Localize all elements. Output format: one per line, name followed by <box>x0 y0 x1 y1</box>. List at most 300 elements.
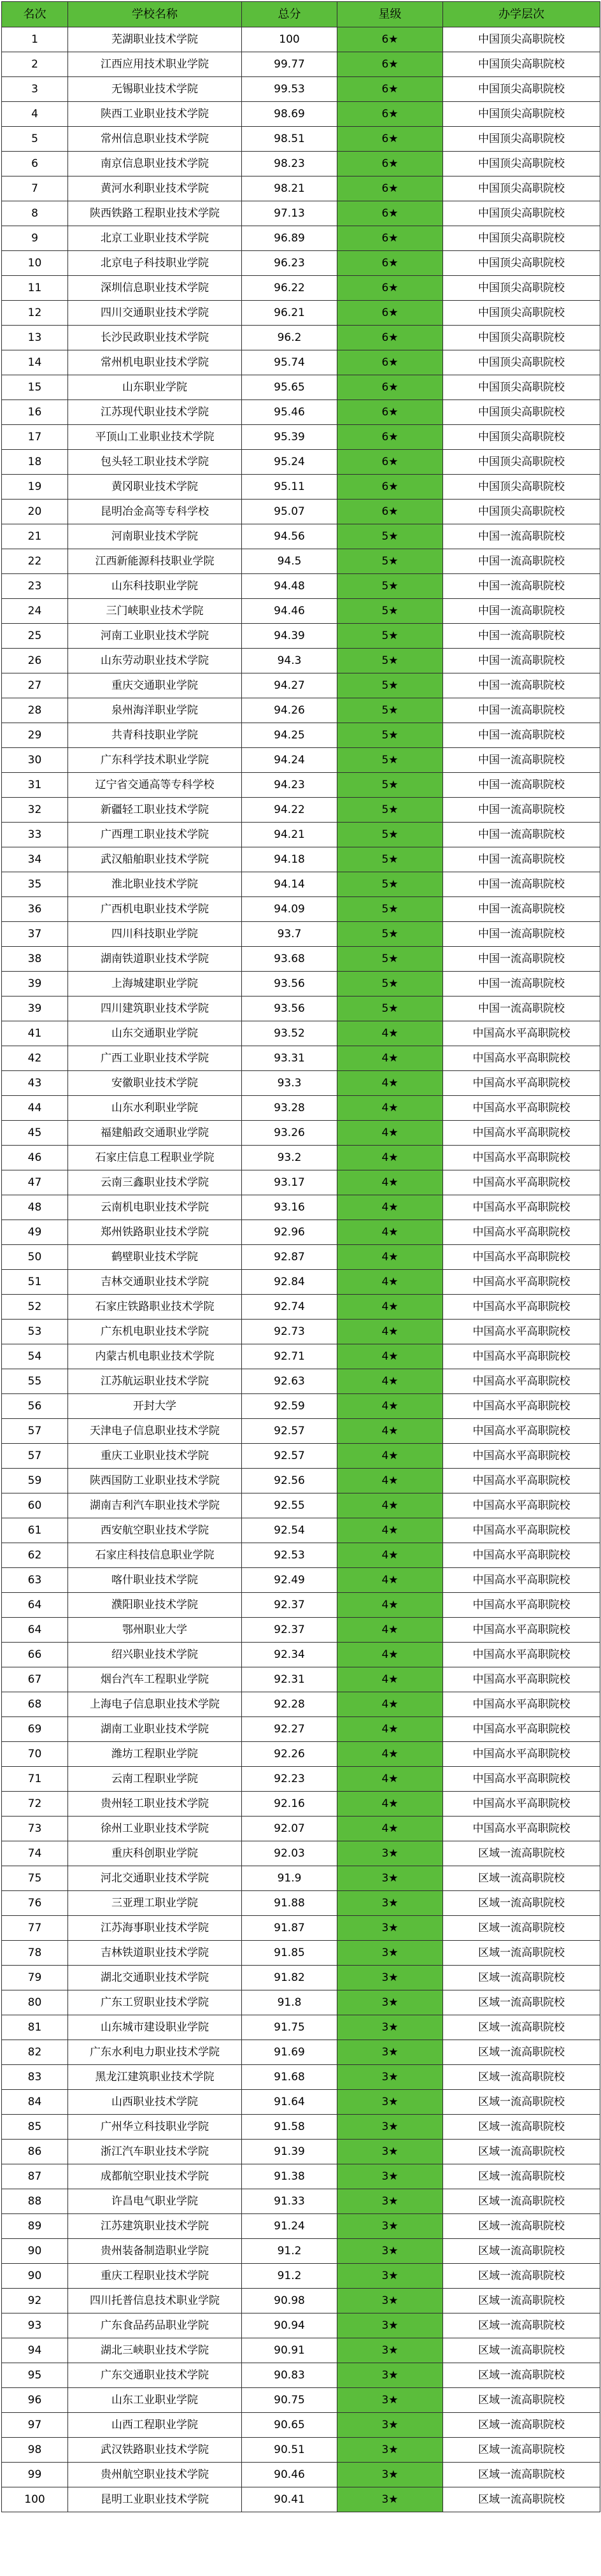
cell-school-name: 山西职业技术学院 <box>68 2090 242 2115</box>
cell-star-level: 4★ <box>337 1469 443 1493</box>
cell-rank: 39 <box>2 972 68 997</box>
cell-school-name: 石家庄信息工程职业学院 <box>68 1146 242 1170</box>
cell-rank: 36 <box>2 897 68 922</box>
cell-star-level: 3★ <box>337 2289 443 2313</box>
table-row <box>2 350 600 375</box>
cell-rank: 38 <box>2 947 68 972</box>
table-row <box>2 102 600 127</box>
cell-school-name: 重庆交通职业学院 <box>68 673 242 698</box>
cell-school-level: 中国顶尖高职院校 <box>443 350 600 375</box>
table-row <box>2 599 600 624</box>
cell-total-score: 95.24 <box>242 450 337 475</box>
cell-total-score: 90.75 <box>242 2388 337 2413</box>
cell-school-name: 吉林交通职业技术学院 <box>68 1270 242 1295</box>
cell-school-level: 中国高水平高职院校 <box>443 1170 600 1195</box>
cell-school-level: 中国一流高职院校 <box>443 847 600 872</box>
cell-total-score: 93.17 <box>242 1170 337 1195</box>
cell-school-level: 中国高水平高职院校 <box>443 1444 600 1469</box>
cell-total-score: 94.3 <box>242 649 337 673</box>
cell-school-level: 区域一流高职院校 <box>443 2189 600 2214</box>
cell-total-score: 92.55 <box>242 1493 337 1518</box>
cell-star-level: 3★ <box>337 2438 443 2463</box>
cell-rank: 20 <box>2 500 68 524</box>
table-row <box>2 798 600 823</box>
cell-school-name: 江苏现代职业技术学院 <box>68 400 242 425</box>
table-row <box>2 1220 600 1245</box>
cell-star-level: 5★ <box>337 823 443 847</box>
cell-school-level: 中国顶尖高职院校 <box>443 400 600 425</box>
cell-school-name: 上海城建职业学院 <box>68 972 242 997</box>
table-row <box>2 152 600 176</box>
cell-school-name: 许昌电气职业学院 <box>68 2189 242 2214</box>
cell-school-name: 石家庄铁路职业技术学院 <box>68 1295 242 1320</box>
cell-star-level: 4★ <box>337 1568 443 1593</box>
table-row <box>2 2413 600 2438</box>
cell-star-level: 4★ <box>337 1320 443 1344</box>
cell-rank: 12 <box>2 301 68 326</box>
cell-total-score: 95.65 <box>242 375 337 400</box>
cell-school-name: 广东机电职业技术学院 <box>68 1320 242 1344</box>
cell-school-level: 区域一流高职院校 <box>443 2338 600 2363</box>
ranking-table <box>1 1 600 2512</box>
table-row <box>2 2487 600 2512</box>
cell-rank: 95 <box>2 2363 68 2388</box>
cell-total-score: 92.84 <box>242 1270 337 1295</box>
cell-school-name: 深圳信息职业技术学院 <box>68 276 242 301</box>
cell-school-name: 山东水利职业学院 <box>68 1096 242 1121</box>
cell-star-level: 5★ <box>337 847 443 872</box>
cell-star-level: 5★ <box>337 673 443 698</box>
table-row <box>2 1444 600 1469</box>
cell-school-level: 中国高水平高职院校 <box>443 1767 600 1792</box>
table-row <box>2 2189 600 2214</box>
table-header <box>2 2 600 27</box>
table-row <box>2 1593 600 1618</box>
cell-rank: 25 <box>2 624 68 649</box>
cell-school-level: 中国高水平高职院校 <box>443 1493 600 1518</box>
table-row <box>2 922 600 947</box>
cell-total-score: 92.16 <box>242 1792 337 1817</box>
cell-star-level: 4★ <box>337 1667 443 1692</box>
cell-star-level: 3★ <box>337 2090 443 2115</box>
cell-total-score: 91.2 <box>242 2264 337 2289</box>
cell-rank: 64 <box>2 1618 68 1643</box>
cell-total-score: 91.85 <box>242 1941 337 1966</box>
cell-rank: 49 <box>2 1220 68 1245</box>
cell-total-score: 90.41 <box>242 2487 337 2512</box>
cell-school-level: 中国高水平高职院校 <box>443 1518 600 1543</box>
cell-school-level: 区域一流高职院校 <box>443 2015 600 2040</box>
cell-school-level: 中国顶尖高职院校 <box>443 102 600 127</box>
cell-total-score: 92.31 <box>242 1667 337 1692</box>
cell-total-score: 99.77 <box>242 52 337 77</box>
cell-star-level: 3★ <box>337 1916 443 1941</box>
cell-rank: 75 <box>2 1866 68 1891</box>
cell-rank: 2 <box>2 52 68 77</box>
cell-total-score: 91.39 <box>242 2140 337 2164</box>
cell-total-score: 91.58 <box>242 2115 337 2140</box>
table-row <box>2 400 600 425</box>
cell-school-name: 湖南吉利汽车职业技术学院 <box>68 1493 242 1518</box>
cell-star-level: 5★ <box>337 723 443 748</box>
cell-school-level: 中国顶尖高职院校 <box>443 77 600 102</box>
cell-rank: 60 <box>2 1493 68 1518</box>
cell-school-level: 区域一流高职院校 <box>443 2164 600 2189</box>
cell-school-name: 福建船政交通职业学院 <box>68 1121 242 1146</box>
cell-school-name: 山东职业学院 <box>68 375 242 400</box>
cell-star-level: 3★ <box>337 1966 443 1990</box>
cell-rank: 5 <box>2 127 68 152</box>
cell-school-level: 区域一流高职院校 <box>443 1916 600 1941</box>
cell-school-level: 中国顶尖高职院校 <box>443 375 600 400</box>
cell-star-level: 3★ <box>337 1941 443 1966</box>
cell-star-level: 5★ <box>337 897 443 922</box>
cell-school-name: 黑龙江建筑职业技术学院 <box>68 2065 242 2090</box>
cell-rank: 41 <box>2 1021 68 1046</box>
cell-star-level: 4★ <box>337 1096 443 1121</box>
table-row <box>2 1245 600 1270</box>
cell-school-name: 贵州航空职业技术学院 <box>68 2463 242 2487</box>
cell-school-level: 中国顶尖高职院校 <box>443 276 600 301</box>
cell-rank: 42 <box>2 1046 68 1071</box>
cell-rank: 61 <box>2 1518 68 1543</box>
cell-total-score: 91.2 <box>242 2239 337 2264</box>
table-row <box>2 773 600 798</box>
cell-school-name: 四川交通职业技术学院 <box>68 301 242 326</box>
table-row <box>2 375 600 400</box>
cell-rank: 68 <box>2 1692 68 1717</box>
cell-star-level: 6★ <box>337 152 443 176</box>
cell-star-level: 3★ <box>337 2214 443 2239</box>
cell-school-level: 中国高水平高职院校 <box>443 1543 600 1568</box>
header-rank: 名次 <box>2 2 68 27</box>
cell-school-level: 区域一流高职院校 <box>443 2438 600 2463</box>
cell-school-level: 中国高水平高职院校 <box>443 1071 600 1096</box>
cell-rank: 4 <box>2 102 68 127</box>
cell-school-level: 区域一流高职院校 <box>443 2115 600 2140</box>
cell-star-level: 3★ <box>337 2189 443 2214</box>
cell-school-name: 江苏航运职业技术学院 <box>68 1369 242 1394</box>
table-row <box>2 549 600 574</box>
cell-total-score: 95.07 <box>242 500 337 524</box>
table-row <box>2 1170 600 1195</box>
cell-school-level: 区域一流高职院校 <box>443 2239 600 2264</box>
cell-star-level: 6★ <box>337 52 443 77</box>
cell-rank: 19 <box>2 475 68 500</box>
cell-school-name: 湖南铁道职业技术学院 <box>68 947 242 972</box>
table-row <box>2 1071 600 1096</box>
cell-school-name: 云南工程职业学院 <box>68 1767 242 1792</box>
cell-school-name: 黄河水利职业技术学院 <box>68 176 242 201</box>
cell-star-level: 5★ <box>337 872 443 897</box>
table-row <box>2 1320 600 1344</box>
table-row <box>2 1419 600 1444</box>
table-row <box>2 2140 600 2164</box>
cell-school-level: 中国高水平高职院校 <box>443 1344 600 1369</box>
cell-rank: 83 <box>2 2065 68 2090</box>
cell-rank: 35 <box>2 872 68 897</box>
cell-school-level: 区域一流高职院校 <box>443 1990 600 2015</box>
cell-school-level: 中国一流高职院校 <box>443 673 600 698</box>
cell-school-level: 中国高水平高职院校 <box>443 1692 600 1717</box>
cell-star-level: 6★ <box>337 276 443 301</box>
cell-school-name: 西安航空职业技术学院 <box>68 1518 242 1543</box>
table-row <box>2 27 600 52</box>
cell-total-score: 95.11 <box>242 475 337 500</box>
cell-total-score: 92.73 <box>242 1320 337 1344</box>
cell-rank: 22 <box>2 549 68 574</box>
cell-rank: 97 <box>2 2413 68 2438</box>
table-row <box>2 2214 600 2239</box>
cell-school-level: 中国一流高职院校 <box>443 723 600 748</box>
cell-school-level: 中国一流高职院校 <box>443 823 600 847</box>
cell-star-level: 5★ <box>337 524 443 549</box>
table-row <box>2 1941 600 1966</box>
cell-total-score: 91.75 <box>242 2015 337 2040</box>
cell-star-level: 6★ <box>337 500 443 524</box>
cell-school-level: 区域一流高职院校 <box>443 2040 600 2065</box>
cell-star-level: 4★ <box>337 1593 443 1618</box>
cell-school-name: 山东科技职业学院 <box>68 574 242 599</box>
cell-star-level: 4★ <box>337 1121 443 1146</box>
cell-school-name: 长沙民政职业技术学院 <box>68 326 242 350</box>
cell-total-score: 94.24 <box>242 748 337 773</box>
cell-total-score: 92.49 <box>242 1568 337 1593</box>
cell-rank: 94 <box>2 2338 68 2363</box>
cell-school-level: 中国高水平高职院校 <box>443 1593 600 1618</box>
cell-star-level: 5★ <box>337 997 443 1021</box>
cell-school-name: 武汉船舶职业技术学院 <box>68 847 242 872</box>
cell-school-name: 广东科学技术职业学院 <box>68 748 242 773</box>
cell-school-name: 河北交通职业技术学院 <box>68 1866 242 1891</box>
table-row <box>2 2239 600 2264</box>
cell-school-level: 中国一流高职院校 <box>443 624 600 649</box>
table-row <box>2 2115 600 2140</box>
cell-school-level: 中国一流高职院校 <box>443 897 600 922</box>
cell-school-name: 广州华立科技职业学院 <box>68 2115 242 2140</box>
cell-star-level: 4★ <box>337 1493 443 1518</box>
cell-star-level: 4★ <box>337 1071 443 1096</box>
table-row <box>2 1270 600 1295</box>
cell-star-level: 4★ <box>337 1767 443 1792</box>
cell-star-level: 4★ <box>337 1270 443 1295</box>
cell-rank: 98 <box>2 2438 68 2463</box>
cell-total-score: 91.82 <box>242 1966 337 1990</box>
cell-school-level: 中国一流高职院校 <box>443 748 600 773</box>
cell-total-score: 91.64 <box>242 2090 337 2115</box>
cell-school-name: 天津电子信息职业技术学院 <box>68 1419 242 1444</box>
cell-total-score: 93.31 <box>242 1046 337 1071</box>
cell-total-score: 92.71 <box>242 1344 337 1369</box>
cell-star-level: 6★ <box>337 326 443 350</box>
cell-school-level: 中国一流高职院校 <box>443 773 600 798</box>
table-row <box>2 723 600 748</box>
cell-rank: 26 <box>2 649 68 673</box>
cell-school-level: 中国顶尖高职院校 <box>443 326 600 350</box>
cell-total-score: 93.68 <box>242 947 337 972</box>
cell-total-score: 97.13 <box>242 201 337 226</box>
table-row <box>2 2338 600 2363</box>
cell-school-name: 陕西国防工业职业技术学院 <box>68 1469 242 1493</box>
table-row <box>2 77 600 102</box>
header-school-level: 办学层次 <box>443 2 600 27</box>
cell-school-name: 山东城市建设职业学院 <box>68 2015 242 2040</box>
cell-total-score: 92.28 <box>242 1692 337 1717</box>
cell-school-level: 中国高水平高职院校 <box>443 1643 600 1667</box>
cell-rank: 90 <box>2 2239 68 2264</box>
cell-total-score: 90.91 <box>242 2338 337 2363</box>
cell-school-name: 鹤壁职业技术学院 <box>68 1245 242 1270</box>
cell-school-name: 濮阳职业技术学院 <box>68 1593 242 1618</box>
cell-school-level: 中国一流高职院校 <box>443 872 600 897</box>
table-row <box>2 2289 600 2313</box>
cell-school-level: 中国高水平高职院校 <box>443 1667 600 1692</box>
cell-school-name: 江苏建筑职业技术学院 <box>68 2214 242 2239</box>
cell-total-score: 98.23 <box>242 152 337 176</box>
cell-school-level: 中国高水平高职院校 <box>443 1394 600 1419</box>
cell-total-score: 94.26 <box>242 698 337 723</box>
table-row <box>2 1469 600 1493</box>
cell-rank: 29 <box>2 723 68 748</box>
cell-school-level: 中国高水平高职院校 <box>443 1320 600 1344</box>
table-row <box>2 2264 600 2289</box>
cell-star-level: 4★ <box>337 1618 443 1643</box>
cell-rank: 85 <box>2 2115 68 2140</box>
table-row <box>2 52 600 77</box>
table-row <box>2 972 600 997</box>
cell-star-level: 3★ <box>337 2487 443 2512</box>
cell-school-level: 中国高水平高职院校 <box>443 1469 600 1493</box>
cell-school-level: 区域一流高职院校 <box>443 2065 600 2090</box>
cell-school-level: 区域一流高职院校 <box>443 1866 600 1891</box>
table-row <box>2 475 600 500</box>
table-row <box>2 1518 600 1543</box>
cell-school-level: 中国一流高职院校 <box>443 524 600 549</box>
cell-school-name: 徐州工业职业技术学院 <box>68 1817 242 1841</box>
cell-school-name: 浙江汽车职业技术学院 <box>68 2140 242 2164</box>
cell-star-level: 4★ <box>337 1170 443 1195</box>
cell-total-score: 96.21 <box>242 301 337 326</box>
cell-star-level: 5★ <box>337 549 443 574</box>
cell-star-level: 6★ <box>337 400 443 425</box>
table-row <box>2 847 600 872</box>
cell-star-level: 5★ <box>337 798 443 823</box>
cell-school-name: 广西机电职业技术学院 <box>68 897 242 922</box>
cell-school-name: 山东劳动职业技术学院 <box>68 649 242 673</box>
table-row <box>2 1692 600 1717</box>
cell-star-level: 6★ <box>337 127 443 152</box>
table-row <box>2 649 600 673</box>
cell-rank: 90 <box>2 2264 68 2289</box>
cell-school-level: 中国高水平高职院校 <box>443 1742 600 1767</box>
cell-rank: 78 <box>2 1941 68 1966</box>
cell-star-level: 6★ <box>337 77 443 102</box>
cell-total-score: 98.51 <box>242 127 337 152</box>
cell-school-level: 中国一流高职院校 <box>443 574 600 599</box>
cell-total-score: 93.52 <box>242 1021 337 1046</box>
cell-total-score: 94.23 <box>242 773 337 798</box>
cell-rank: 48 <box>2 1195 68 1220</box>
cell-school-name: 江西新能源科技职业学院 <box>68 549 242 574</box>
cell-star-level: 3★ <box>337 2413 443 2438</box>
cell-star-level: 6★ <box>337 425 443 450</box>
cell-school-level: 中国顶尖高职院校 <box>443 450 600 475</box>
table-row <box>2 1568 600 1593</box>
cell-star-level: 3★ <box>337 2115 443 2140</box>
table-row <box>2 1493 600 1518</box>
table-row <box>2 1643 600 1667</box>
cell-school-name: 上海电子信息职业技术学院 <box>68 1692 242 1717</box>
table-row <box>2 673 600 698</box>
cell-total-score: 92.56 <box>242 1469 337 1493</box>
cell-rank: 74 <box>2 1841 68 1866</box>
cell-star-level: 3★ <box>337 1990 443 2015</box>
cell-rank: 81 <box>2 2015 68 2040</box>
cell-total-score: 92.57 <box>242 1419 337 1444</box>
cell-school-name: 泉州海洋职业学院 <box>68 698 242 723</box>
cell-total-score: 98.69 <box>242 102 337 127</box>
table-row <box>2 2438 600 2463</box>
table-row <box>2 748 600 773</box>
cell-school-level: 区域一流高职院校 <box>443 2463 600 2487</box>
cell-total-score: 92.53 <box>242 1543 337 1568</box>
cell-total-score: 96.23 <box>242 251 337 276</box>
cell-school-level: 中国一流高职院校 <box>443 549 600 574</box>
cell-star-level: 5★ <box>337 773 443 798</box>
cell-total-score: 95.39 <box>242 425 337 450</box>
cell-school-name: 常州信息职业技术学院 <box>68 127 242 152</box>
table-row <box>2 1767 600 1792</box>
cell-total-score: 93.28 <box>242 1096 337 1121</box>
table-row <box>2 176 600 201</box>
cell-school-name: 贵州装备制造职业学院 <box>68 2239 242 2264</box>
cell-total-score: 92.87 <box>242 1245 337 1270</box>
cell-total-score: 92.63 <box>242 1369 337 1394</box>
cell-total-score: 93.56 <box>242 972 337 997</box>
cell-total-score: 94.22 <box>242 798 337 823</box>
table-row <box>2 524 600 549</box>
cell-total-score: 91.69 <box>242 2040 337 2065</box>
cell-rank: 99 <box>2 2463 68 2487</box>
cell-total-score: 91.88 <box>242 1891 337 1916</box>
table-row <box>2 2388 600 2413</box>
cell-rank: 7 <box>2 176 68 201</box>
cell-rank: 100 <box>2 2487 68 2512</box>
cell-total-score: 93.2 <box>242 1146 337 1170</box>
table-row <box>2 1817 600 1841</box>
cell-rank: 16 <box>2 400 68 425</box>
table-row <box>2 326 600 350</box>
cell-star-level: 3★ <box>337 2388 443 2413</box>
cell-star-level: 4★ <box>337 1444 443 1469</box>
cell-total-score: 94.27 <box>242 673 337 698</box>
cell-star-level: 4★ <box>337 1643 443 1667</box>
cell-rank: 72 <box>2 1792 68 1817</box>
cell-star-level: 6★ <box>337 375 443 400</box>
cell-school-level: 中国高水平高职院校 <box>443 1245 600 1270</box>
cell-star-level: 6★ <box>337 450 443 475</box>
cell-school-level: 区域一流高职院校 <box>443 1891 600 1916</box>
cell-total-score: 95.74 <box>242 350 337 375</box>
cell-star-level: 6★ <box>337 201 443 226</box>
cell-rank: 47 <box>2 1170 68 1195</box>
cell-school-name: 山东工业职业学院 <box>68 2388 242 2413</box>
cell-total-score: 90.51 <box>242 2438 337 2463</box>
cell-rank: 6 <box>2 152 68 176</box>
cell-school-name: 开封大学 <box>68 1394 242 1419</box>
table-row <box>2 2065 600 2090</box>
table-row <box>2 2463 600 2487</box>
